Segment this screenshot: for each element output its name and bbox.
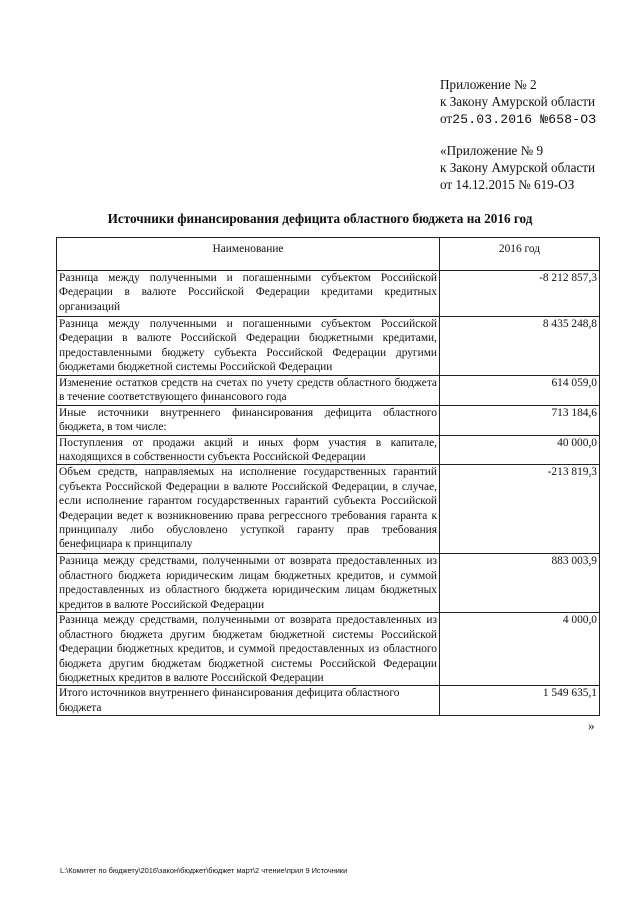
row-name: Поступления от продажи акций и иных форм участия в капитале, находящихся в собственности субъекта Российской Федерации	[57, 435, 440, 465]
appendix-9-line1: «Приложение № 9	[440, 143, 544, 158]
row-value: -8 212 857,3	[440, 271, 600, 317]
row-value: 40 000,0	[440, 435, 600, 465]
row-name: Объем средств, направляемых на исполнение государственных гарантий субъекта Российской Федерации в валюте Российской Федерации, в случае, если исполнение гарантом государственных гарантий субъекта Российской Федерации ведет к возникновению права регрессного требования гаранта к принципалу либо обусловлено уступкой гаранту прав требования бенефициара к принципалу	[57, 465, 440, 554]
date-number-stamp: 25.03.2016 №658-ОЗ	[452, 112, 597, 127]
row-name: Разница между полученными и погашенными субъектом Российской Федерации в валюте Российской Федерации бюджетными кредитами, предоставленными бюджету субъекта Российской Федерации другими бюджетами бюджетной системы Российской Федерации	[57, 317, 440, 376]
file-path-footer: L:\Комитет по бюджету\2016\закон\бюджет\бюджет март\2 чтение\прил 9 Источники	[60, 866, 348, 875]
row-value: -213 819,3	[440, 465, 600, 554]
document-title: Источники финансирования дефицита областного бюджета на 2016 год	[107, 211, 533, 226]
row-value: 883 003,9	[440, 554, 600, 613]
table-row	[57, 554, 600, 613]
appendix-2-line3	[440, 110, 596, 127]
row-name: Разница между средствами, полученными от возврата предоставленных из областного бюджета юридическим лицам бюджетных кредитов, и суммой предоставленных из областного бюджета юридическим лицам бюджетных кредитов в валюте Российской Федерации	[57, 554, 440, 613]
row-value: 1 549 635,1	[440, 686, 600, 716]
table-row	[57, 317, 600, 376]
closing-quote: »	[588, 718, 595, 733]
appendix-2-header	[440, 76, 596, 127]
table-row	[57, 376, 600, 406]
table-row	[57, 405, 600, 435]
row-name: Иные источники внутреннего финансирования дефицита областного бюджета, в том числе:	[57, 405, 440, 435]
table-row-total	[57, 686, 600, 716]
column-header-year: 2016 год	[440, 238, 600, 271]
appendix-9-header	[440, 142, 595, 193]
appendix-9-line2: к Закону Амурской области	[440, 160, 596, 175]
table-row	[57, 435, 600, 465]
row-name: Изменение остатков средств на счетах по учету средств областного бюджета в течение соответствующего финансового года	[57, 376, 440, 406]
row-value: 8 435 248,8	[440, 317, 600, 376]
row-value: 4 000,0	[440, 613, 600, 686]
table-row	[57, 613, 600, 686]
row-name: Разница между полученными и погашенными субъектом Российской Федерации в валюте Российской Федерации кредитами кредитных организаций	[57, 271, 440, 317]
appendix-9-line3: от 14.12.2015 № 619-ОЗ	[440, 177, 575, 192]
appendix-2-line1: Приложение № 2	[440, 77, 537, 92]
row-value: 713 184,6	[440, 405, 600, 435]
column-header-name: Наименование	[57, 238, 440, 271]
date-prefix: от	[440, 111, 453, 126]
row-name: Разница между средствами, полученными от возврата предоставленных из областного бюджета другим бюджетам бюджетной системы Российской Федерации бюджетных кредитов, и суммой предоставленных из областного бюджета другим бюджетам бюджетной системы Российской Федерации бюджетных кредитов в валюте Российской Федерации	[57, 613, 440, 686]
table-row	[57, 465, 600, 554]
row-value: 614 059,0	[440, 376, 600, 406]
table-header-row	[57, 238, 600, 271]
financing-sources-table	[56, 237, 600, 716]
appendix-2-line2: к Закону Амурской области	[440, 94, 596, 109]
table-row	[57, 271, 600, 317]
row-name: Итого источников внутреннего финансирования дефицита областного бюджета	[57, 686, 440, 716]
